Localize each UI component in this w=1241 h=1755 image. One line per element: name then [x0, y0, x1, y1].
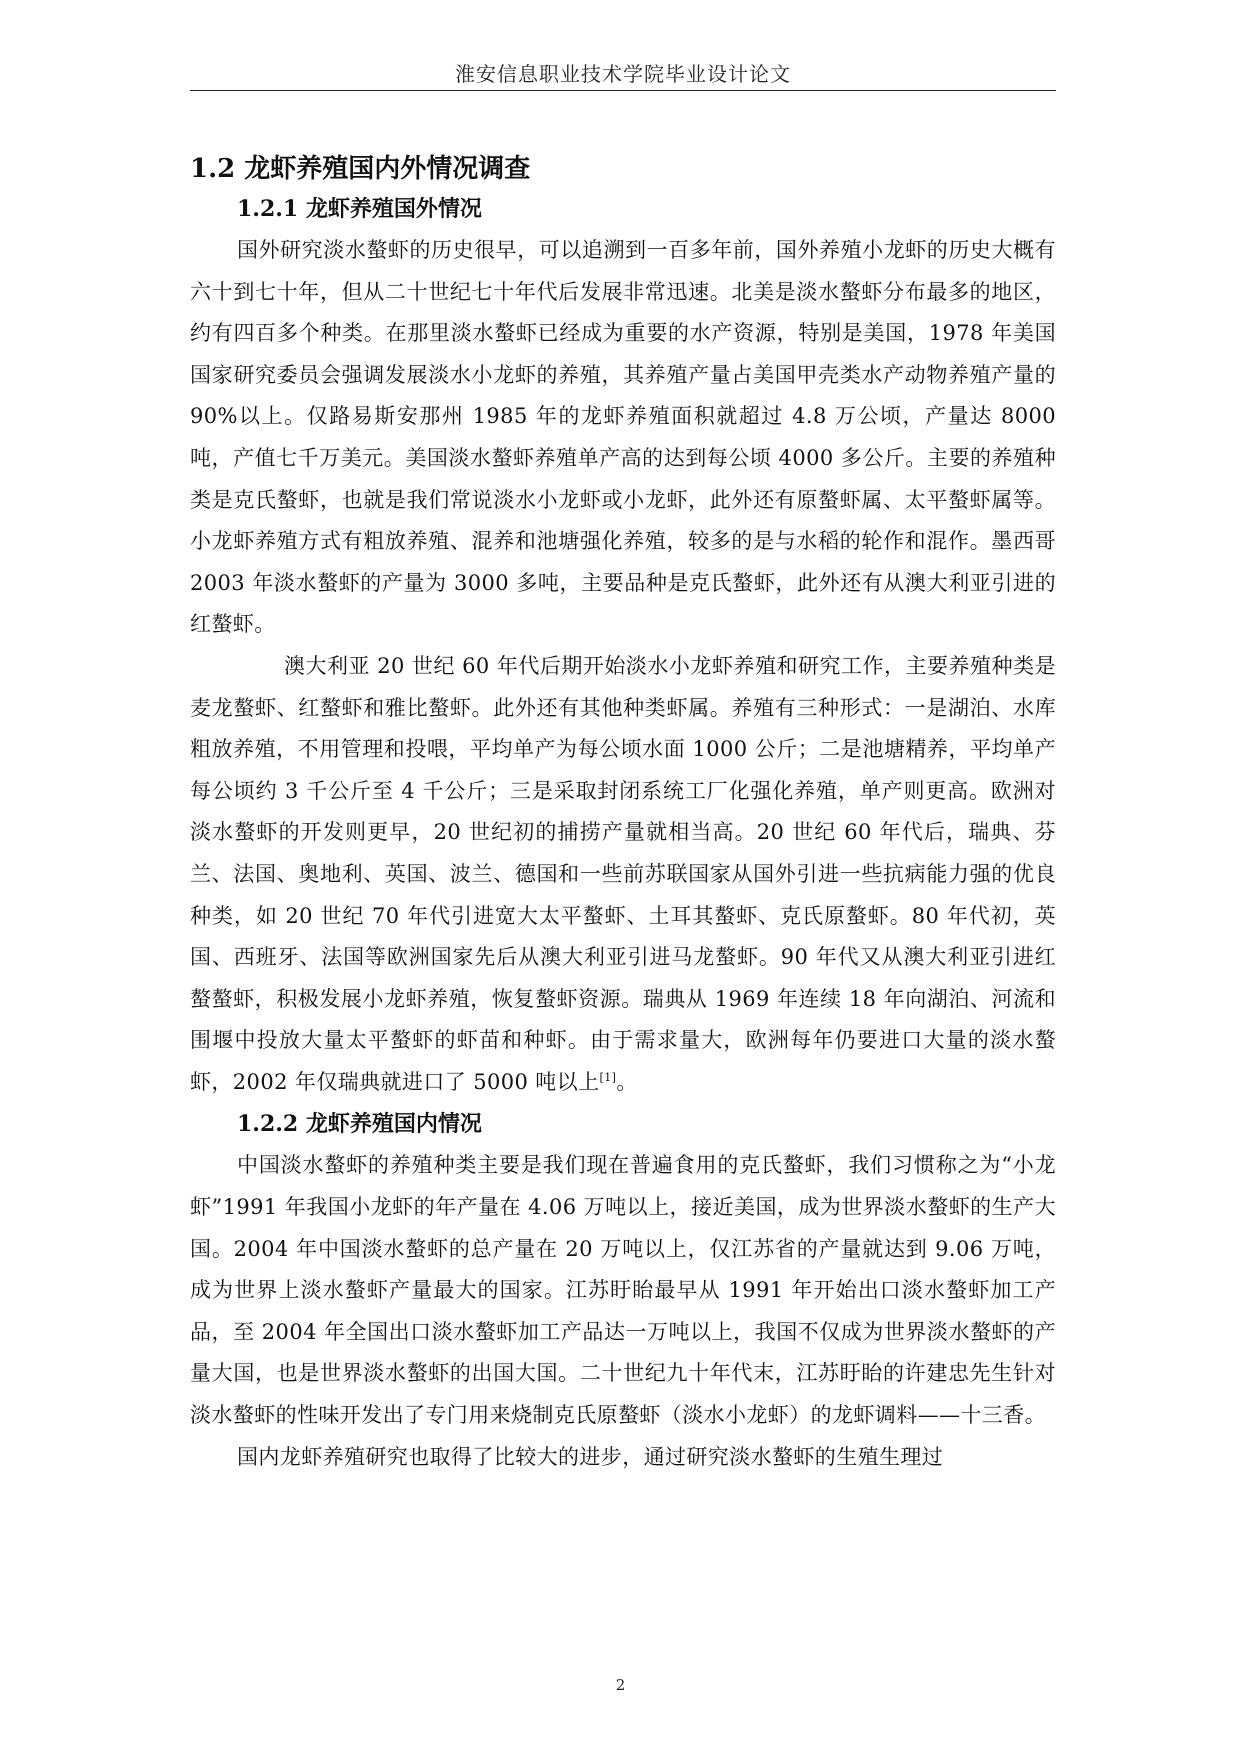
paragraph-foreign-2-end: 。	[616, 1069, 638, 1094]
body-content	[190, 150, 1056, 1478]
subsection-heading-domestic: 1.2.2 龙虾养殖国内情况	[237, 1111, 482, 1138]
paragraph-domestic-1: 中国淡水螯虾的养殖种类主要是我们现在普遍食用的克氏螯虾，我们习惯称之为“小龙虾”1991 年我国小龙虾的年产量在 4.06 万吨以上，接近美国，成为世界淡水螯虾的生产大国。2004 年中国淡水螯虾的总产量在 20 万吨以上，仅江苏省的产量就达到 9.06 万吨，成为世界上淡水螯虾产量最大的国家。江苏盱眙最早从 1991 年开始出口淡水螯虾加工产品，至 2004 年全国出口淡水螯虾加工产品达一万吨以上，我国不仅成为世界淡水螯虾的产量大国，也是世界淡水螯虾的出国大国。二十世纪九十年代末，江苏盱眙的许建忠先生针对淡水螯虾的性味开发出了专门用来烧制克氏原螯虾（淡水小龙虾）的龙虾调料——十三香。	[190, 1153, 1056, 1428]
page-header-title: 淮安信息职业技术学院毕业设计论文	[455, 62, 791, 86]
citation-reference: [1]	[599, 1070, 617, 1084]
paragraph-foreign-2	[190, 646, 1056, 1104]
page-number: 2	[615, 1676, 626, 1694]
paragraph-domestic-2: 国内龙虾养殖研究也取得了比较大的进步，通过研究淡水螯虾的生殖生理过	[237, 1444, 944, 1469]
subsection-heading-foreign: 1.2.1 龙虾养殖国外情况	[237, 196, 482, 222]
paragraph-foreign-1: 国外研究淡水螯虾的历史很早，可以追溯到一百多年前，国外养殖小龙虾的历史大概有六十到七十年，但从二十世纪七十年代后发展非常迅速。北美是淡水螯虾分布最多的地区，约有四百多个种类。在那里淡水螯虾已经成为重要的水产资源，特别是美国，1978 年美国国家研究委员会强调发展淡水小龙虾的养殖，其养殖产量占美国甲壳类水产动物养殖产量的 90%以上。仅路易斯安那州 1985 年的龙虾养殖面积就超过 4.8 万公顷，产量达 8000 吨，产值七千万美元。美国淡水螯虾养殖单产高的达到每公顷 4000 多公斤。主要的养殖种类是克氏螯虾，也就是我们常说淡水小龙虾或小龙虾，此外还有原螯虾属、太平螯虾属等。小龙虾养殖方式有粗放养殖、混养和池塘强化养殖，较多的是与水稻的轮作和混作。墨西哥 2003 年淡水螯虾的产量为 3000 多吨，主要品种是克氏螯虾，此外还有从澳大利亚引进的红螯虾。	[190, 238, 1056, 637]
paragraph-foreign-2-text: 澳大利亚 20 世纪 60 年代后期开始淡水小龙虾养殖和研究工作，主要养殖种类是麦龙螯虾、红螯虾和雅比螯虾。此外还有其他种类虾属。养殖有三种形式：一是湖泊、水库粗放养殖，不用管理和投喂，平均单产为每公顷水面 1000 公斤；二是池塘精养，平均单产每公顷约 3 千公斤至 4 千公斤；三是采取封闭系统工厂化强化养殖，单产则更高。欧洲对淡水螯虾的开发则更早，20 世纪初的捕捞产量就相当高。20 世纪 60 年代后，瑞典、芬兰、法国、奥地利、英国、波兰、德国和一些前苏联国家从国外引进一些抗病能力强的优良种类，如 20 世纪 70 年代引进宽大太平螯虾、土耳其螯虾、克氏原螯虾。80 年代初，英国、西班牙、法国等欧洲国家先后从澳大利亚引进马龙螯虾。90 年代又从澳大利亚引进红螯螯虾，积极发展小龙虾养殖，恢复螯虾资源。瑞典从 1969 年连续 18 年向湖泊、河流和围堰中投放大量太平螯虾的虾苗和种虾。由于需求量大，欧洲每年仍要进口大量的淡水螯虾，2002 年仅瑞典就进口了 5000 吨以上	[190, 653, 1056, 1094]
header-divider	[190, 90, 1056, 91]
section-heading: 1.2 龙虾养殖国内外情况调查	[190, 154, 531, 184]
